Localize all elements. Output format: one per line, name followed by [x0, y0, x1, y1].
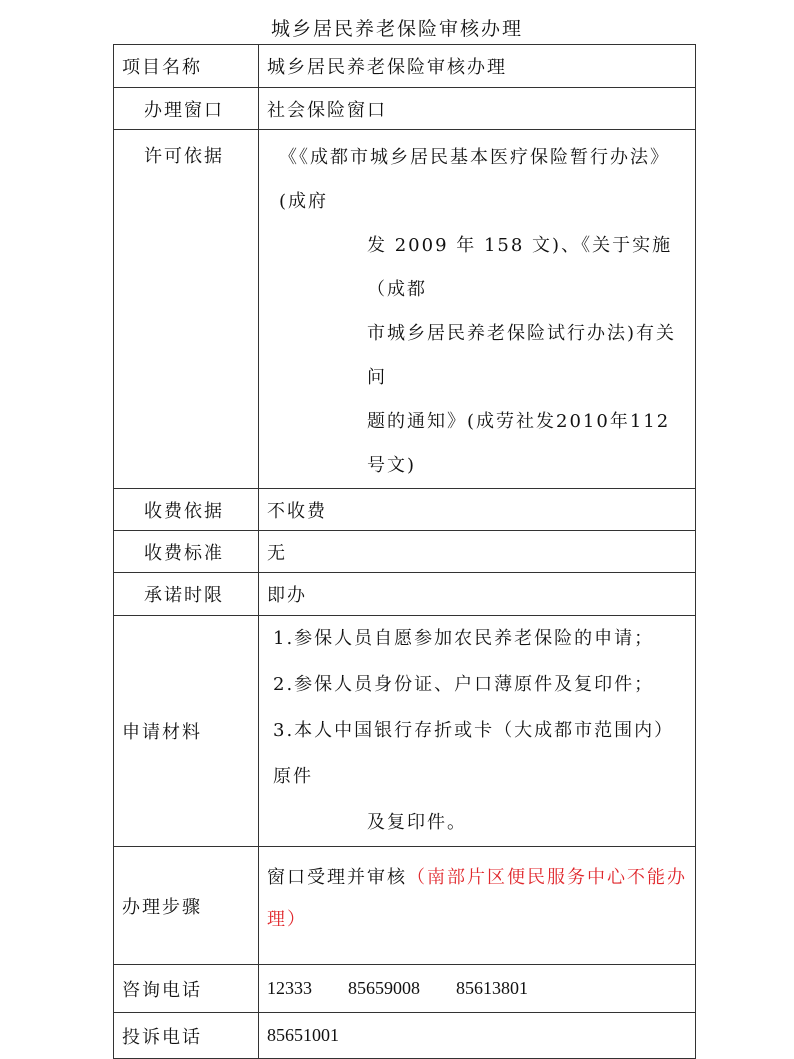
- window-value: 社会保险窗口: [259, 88, 696, 130]
- basis-line: 《《成都市城乡居民基本医疗保险暂行办法》(成府: [279, 147, 670, 212]
- consult-phone: 85659008: [348, 978, 420, 998]
- row-window: [114, 88, 696, 130]
- steps-note: （南部片区便民服务中心不能办理）: [267, 867, 687, 930]
- row-fee-basis: [114, 489, 696, 531]
- row-item-name: [114, 45, 696, 88]
- basis-line: 题的通知》(成劳社发2010年112号文): [367, 411, 671, 476]
- complaint-label: 投诉电话: [114, 1013, 259, 1059]
- page-title: 城乡居民养老保险审核办理: [270, 18, 523, 40]
- material-item: 3.本人中国银行存折或卡（大成都市范围内）原件: [273, 720, 675, 787]
- complaint-value: 85651001: [259, 1013, 696, 1059]
- materials-value: [259, 616, 696, 847]
- consult-label: 咨询电话: [114, 965, 259, 1013]
- fee-standard-label: 收费标准: [114, 531, 259, 573]
- item-name-value: 城乡居民养老保险审核办理: [259, 45, 696, 88]
- basis-value: [259, 130, 696, 489]
- consult-phone: 85613801: [456, 978, 528, 998]
- material-item: 及复印件。: [367, 812, 467, 833]
- window-label: 办理窗口: [114, 88, 259, 130]
- item-name-label: 项目名称: [114, 45, 259, 88]
- consult-phone: 12333: [267, 978, 312, 998]
- basis-line: 市城乡居民养老保险试行办法)有关问: [367, 323, 677, 388]
- service-info-table: [113, 44, 696, 1059]
- materials-label: 申请材料: [114, 616, 259, 847]
- row-complaint: [114, 1013, 696, 1059]
- consult-value: [259, 965, 696, 1013]
- time-limit-value: 即办: [259, 573, 696, 616]
- row-fee-standard: [114, 531, 696, 573]
- steps-text-block: [267, 847, 689, 941]
- material-item: 1.参保人员自愿参加农民养老保险的申请；: [273, 628, 655, 649]
- fee-basis-value: 不收费: [259, 489, 696, 531]
- basis-label: 许可依据: [114, 130, 259, 489]
- material-item: 2.参保人员身份证、户口薄原件及复印件；: [273, 674, 655, 695]
- row-consult: [114, 965, 696, 1013]
- time-limit-label: 承诺时限: [114, 573, 259, 616]
- basis-line: 发 2009 年 158 文)、《关于实施（成都: [367, 235, 673, 300]
- fee-standard-value: 无: [259, 531, 696, 573]
- steps-value: [259, 847, 696, 965]
- row-time-limit: [114, 573, 696, 616]
- steps-text: 窗口受理并审核: [267, 867, 407, 888]
- fee-basis-label: 收费依据: [114, 489, 259, 531]
- row-basis: [114, 130, 696, 489]
- row-materials: [114, 616, 696, 847]
- steps-label: 办理步骤: [114, 847, 259, 965]
- row-steps: [114, 847, 696, 965]
